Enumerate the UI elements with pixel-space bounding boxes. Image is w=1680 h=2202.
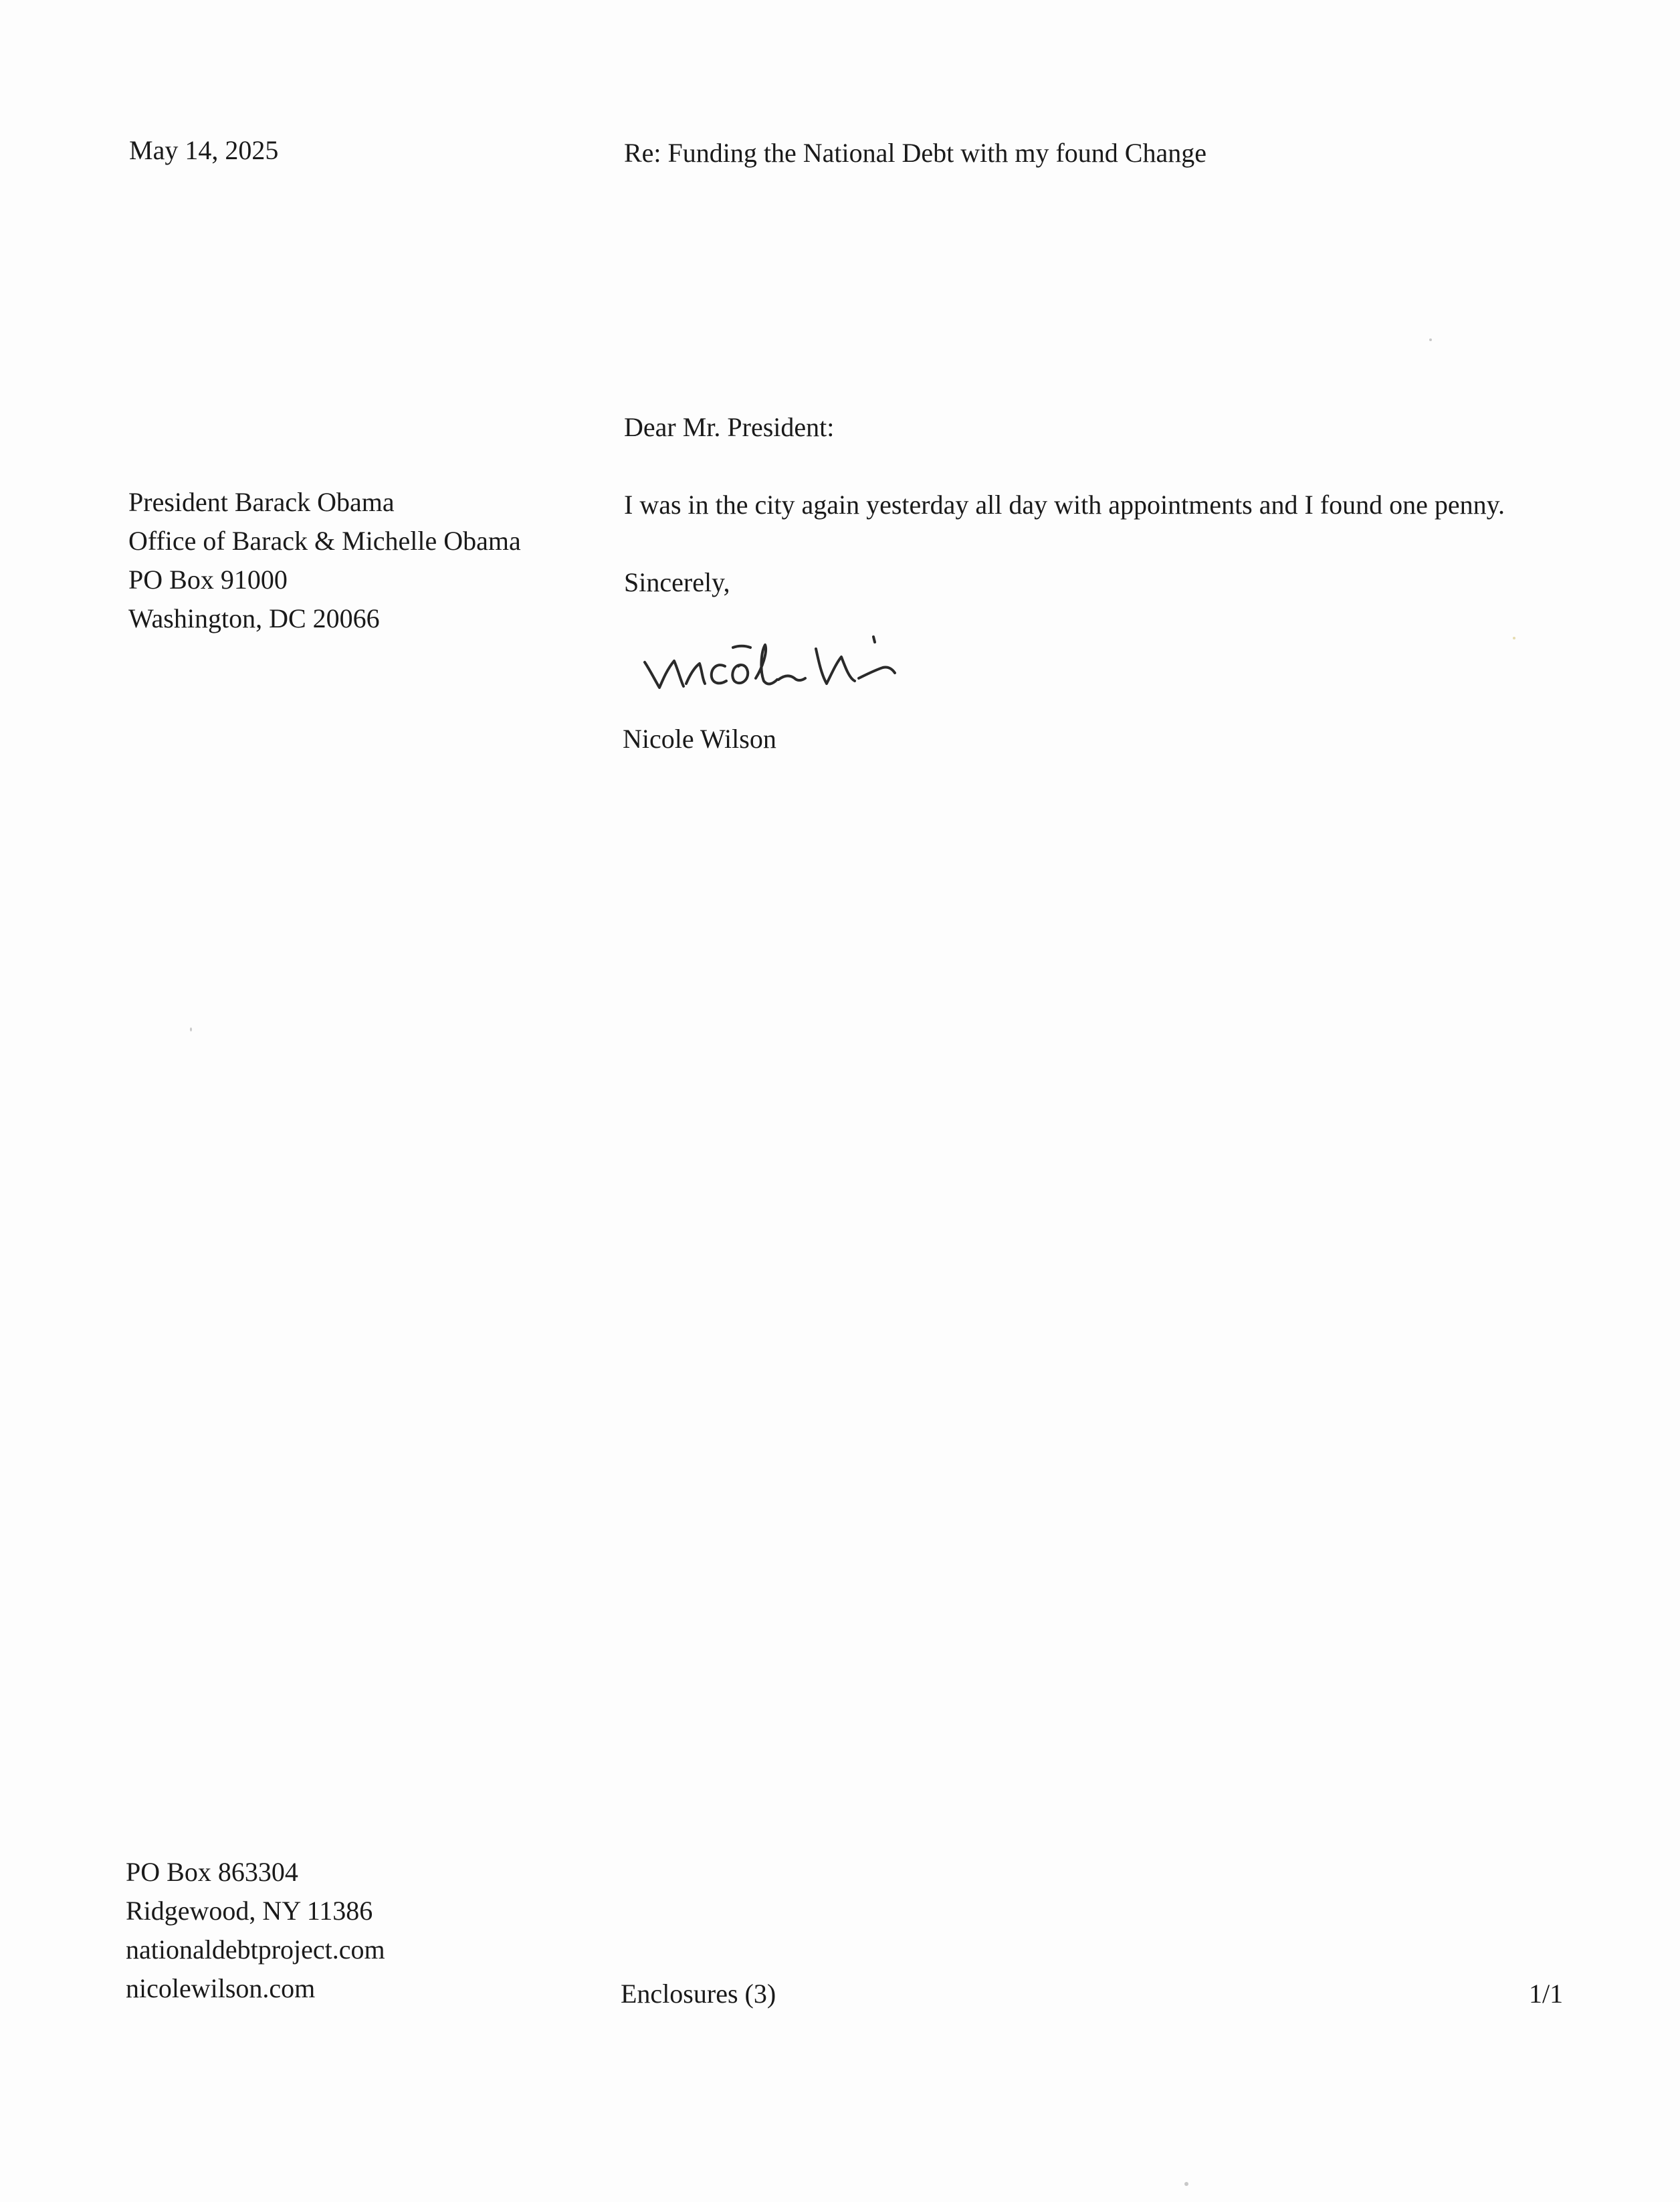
paper-speck [190, 1027, 192, 1031]
letter-subject: Re: Funding the National Debt with my found Change [624, 138, 1206, 168]
signer-name: Nicole Wilson [623, 724, 776, 754]
recipient-address [128, 483, 521, 638]
sender-address [126, 1853, 385, 2008]
closing: Sincerely, [624, 567, 730, 597]
sender-line: PO Box 863304 [126, 1857, 298, 1887]
enclosures-note: Enclosures (3) [621, 1979, 776, 2009]
recipient-line: Washington, DC 20066 [128, 603, 380, 633]
recipient-line: Office of Barack & Michelle Obama [128, 526, 521, 556]
sender-line: nationaldebtproject.com [126, 1934, 385, 1965]
paper-speck [1429, 338, 1432, 341]
handwritten-signature [641, 614, 975, 701]
page-number: 1/1 [1529, 1979, 1564, 2009]
letter-date: May 14, 2025 [129, 135, 279, 165]
salutation: Dear Mr. President: [624, 412, 835, 442]
letter-body: I was in the city again yesterday all day with appointments and I found one penny. [624, 490, 1505, 520]
sender-line: Ridgewood, NY 11386 [126, 1896, 373, 1926]
recipient-line: President Barack Obama [128, 487, 395, 517]
paper-speck [1184, 2182, 1188, 2186]
paper-speck [1513, 637, 1515, 639]
sender-line: nicolewilson.com [126, 1973, 316, 2003]
recipient-line: PO Box 91000 [128, 565, 288, 595]
